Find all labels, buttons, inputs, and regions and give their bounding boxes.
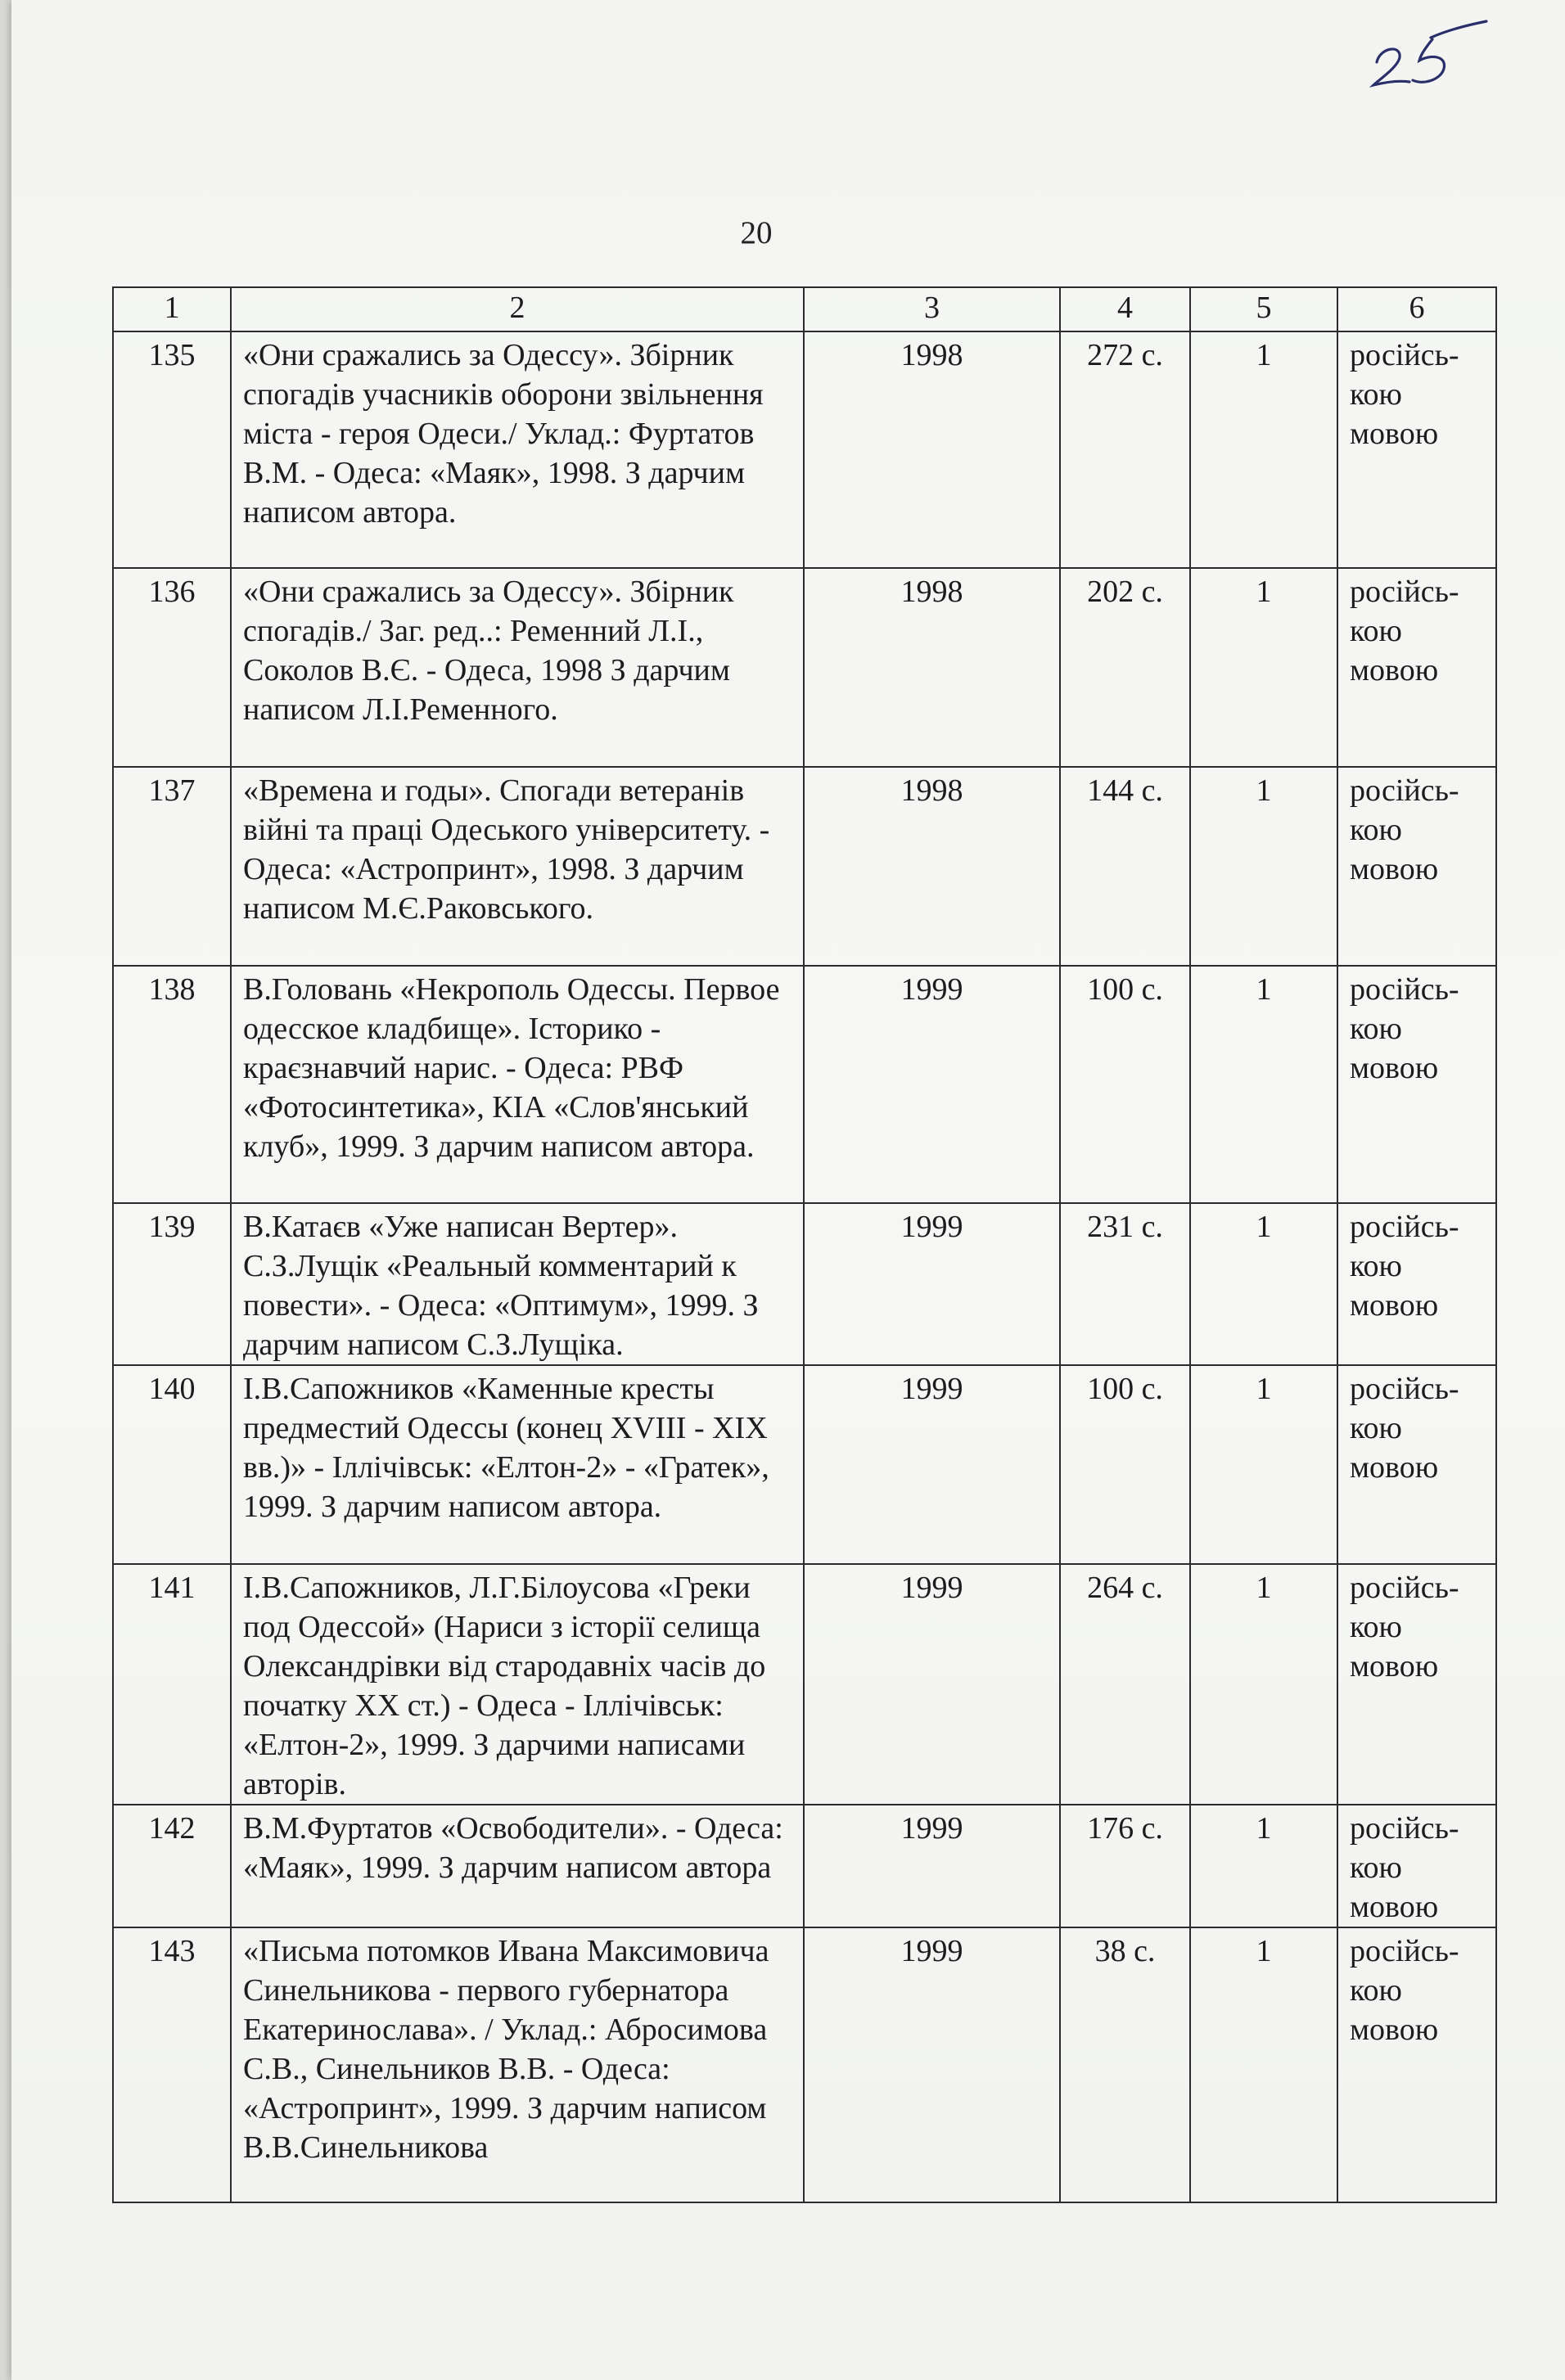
row-copies: 1	[1190, 1365, 1337, 1564]
row-language: російсь-кою мовою	[1337, 1927, 1496, 2202]
row-year: 1999	[804, 1365, 1060, 1564]
row-copies: 1	[1190, 1927, 1337, 2202]
row-language: російсь-кою мовою	[1337, 1203, 1496, 1365]
row-number: 138	[113, 966, 231, 1203]
table-row	[113, 1365, 1496, 1564]
row-description: «Времена и годы». Спогади ветеранів війні та праці Одеського університету. - Одеса: «Астропринт», 1998. З дарчим написом М.Є.Раковського.	[231, 767, 804, 966]
row-copies: 1	[1190, 1564, 1337, 1805]
column-header: 1	[113, 287, 231, 331]
handwritten-folio-number	[1362, 15, 1493, 97]
row-pages: 176 с.	[1060, 1805, 1190, 1927]
row-pages: 202 с.	[1060, 568, 1190, 767]
row-pages: 231 с.	[1060, 1203, 1190, 1365]
row-copies: 1	[1190, 331, 1337, 568]
row-language: російсь-кою мовою	[1337, 568, 1496, 767]
column-header: 2	[231, 287, 804, 331]
row-year: 1998	[804, 568, 1060, 767]
row-number: 140	[113, 1365, 231, 1564]
row-number: 141	[113, 1564, 231, 1805]
row-description: «Они сражались за Одессу». Збірник спогадів./ Заг. ред..: Ременний Л.І., Соколов В.Є. - Одеса, 1998 З дарчим написом Л.І.Ременного.	[231, 568, 804, 767]
row-pages: 264 с.	[1060, 1564, 1190, 1805]
row-year: 1999	[804, 966, 1060, 1203]
table-row	[113, 1927, 1496, 2202]
document-page	[11, 0, 1565, 2380]
row-year: 1998	[804, 331, 1060, 568]
row-number: 139	[113, 1203, 231, 1365]
row-description: І.В.Сапожников, Л.Г.Білоусова «Греки под Одессой» (Нариси з історії селища Олександрівки від стародавніх часів до початку XX ст.) - Одеса - Іллічівськ: «Елтон-2», 1999. З дарчими написами авторів.	[231, 1564, 804, 1805]
table-row	[113, 1805, 1496, 1927]
row-description: «Они сражались за Одессу». Збірник спогадів учасників оборони звільнення міста - героя Одеси./ Уклад.: Фуртатов В.М. - Одеса: «Маяк», 1998. З дарчим написом автора.	[231, 331, 804, 568]
row-description: В.М.Фуртатов «Освободители». - Одеса: «Маяк», 1999. З дарчим написом автора	[231, 1805, 804, 1927]
row-copies: 1	[1190, 1805, 1337, 1927]
row-language: російсь-кою мовою	[1337, 1365, 1496, 1564]
column-header: 5	[1190, 287, 1337, 331]
row-language: російсь-кою мовою	[1337, 1805, 1496, 1927]
folio-handwriting-icon	[1362, 15, 1493, 97]
row-copies: 1	[1190, 1203, 1337, 1365]
row-number: 135	[113, 331, 231, 568]
row-language: російсь-кою мовою	[1337, 966, 1496, 1203]
table-row	[113, 1203, 1496, 1365]
column-header: 3	[804, 287, 1060, 331]
row-language: російсь-кою мовою	[1337, 331, 1496, 568]
row-language: російсь-кою мовою	[1337, 1564, 1496, 1805]
row-number: 143	[113, 1927, 231, 2202]
row-pages: 272 с.	[1060, 331, 1190, 568]
row-number: 137	[113, 767, 231, 966]
row-copies: 1	[1190, 966, 1337, 1203]
row-description: В.Головань «Некрополь Одессы. Первое одесское кладбище». Історико - краєзнавчий нарис. - Одеса: РВФ «Фотосинтетика», КІА «Слов'янський клуб», 1999. З дарчим написом автора.	[231, 966, 804, 1203]
row-pages: 100 с.	[1060, 966, 1190, 1203]
table-row	[113, 966, 1496, 1203]
row-copies: 1	[1190, 568, 1337, 767]
table-row	[113, 767, 1496, 966]
row-description: В.Катаєв «Уже написан Вертер». С.З.Лущік «Реальный комментарий к повести». - Одеса: «Оптимум», 1999. З дарчим написом С.З.Лущіка.	[231, 1203, 804, 1365]
row-pages: 38 с.	[1060, 1927, 1190, 2202]
row-number: 136	[113, 568, 231, 767]
column-header: 6	[1337, 287, 1496, 331]
header-row	[113, 287, 1496, 331]
row-language: російсь-кою мовою	[1337, 767, 1496, 966]
row-description: І.В.Сапожников «Каменные кресты предместий Одессы (конец XVIII - XIX вв.)» - Іллічівськ: «Елтон-2» - «Гратек», 1999. З дарчим написом автора.	[231, 1365, 804, 1564]
row-number: 142	[113, 1805, 231, 1927]
row-pages: 100 с.	[1060, 1365, 1190, 1564]
column-header: 4	[1060, 287, 1190, 331]
row-copies: 1	[1190, 767, 1337, 966]
page-number: 20	[740, 215, 773, 250]
row-year: 1999	[804, 1805, 1060, 1927]
row-year: 1999	[804, 1927, 1060, 2202]
row-description: «Письма потомков Ивана Максимовича Синельникова - первого губернатора Екатеринослава». / Уклад.: Абросимова С.В., Синельников В.В. - Одеса: «Астропринт», 1999. З дарчим написом В.В.Синельникова	[231, 1927, 804, 2202]
row-pages: 144 с.	[1060, 767, 1190, 966]
register-table	[112, 286, 1497, 2203]
table-row	[113, 568, 1496, 767]
row-year: 1998	[804, 767, 1060, 966]
table-row	[113, 331, 1496, 568]
table-row	[113, 1564, 1496, 1805]
row-year: 1999	[804, 1564, 1060, 1805]
row-year: 1999	[804, 1203, 1060, 1365]
